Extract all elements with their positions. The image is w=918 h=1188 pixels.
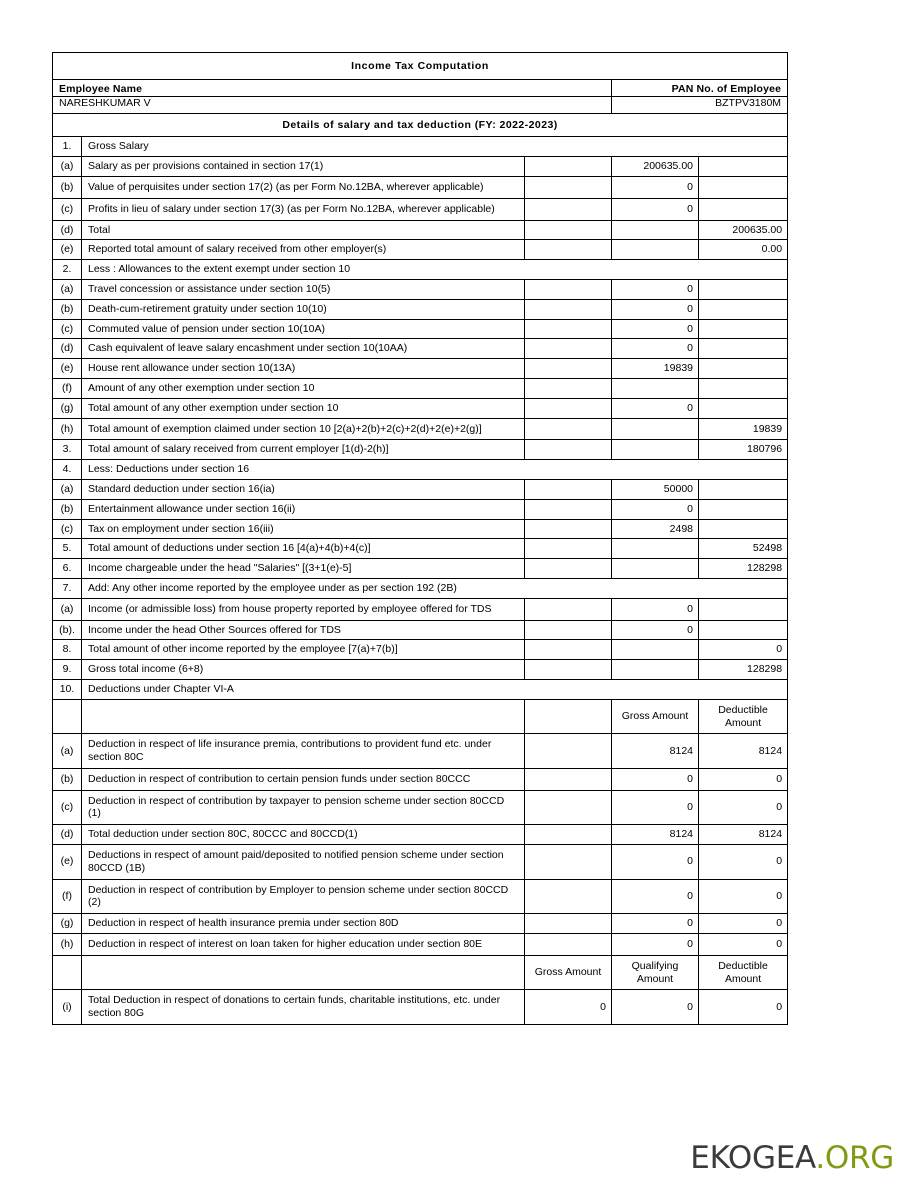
row-label: (a) [53, 479, 82, 499]
row-description: Salary as per provisions contained in section 17(1) [82, 157, 525, 177]
table-row [53, 640, 788, 660]
table-row [53, 220, 788, 240]
row-label: (b) [53, 768, 82, 790]
table-row [53, 519, 788, 539]
row-col2: 0 [612, 934, 699, 956]
row-col1 [525, 279, 612, 299]
row-col1 [525, 559, 612, 579]
spacer-label-cell-2 [53, 955, 82, 990]
row-col3: 0 [699, 934, 788, 956]
table-row [53, 157, 788, 177]
row-col2: 0 [612, 339, 699, 359]
row-label: (g) [53, 398, 82, 418]
table-row [53, 398, 788, 418]
table-row [53, 260, 788, 280]
row-description: Less: Deductions under section 16 [82, 460, 788, 480]
table-row [53, 598, 788, 620]
table-row [53, 825, 788, 845]
row-col2: 0 [612, 279, 699, 299]
row-col1 [525, 640, 612, 660]
page-subtitle: Details of salary and tax deduction (FY: 2022-2023) [53, 113, 788, 137]
row-col2: 50000 [612, 479, 699, 499]
row-col3 [699, 279, 788, 299]
row-label: (e) [53, 359, 82, 379]
row-description: Value of perquisites under section 17(2) (as per Form No.12BA, wherever applicable) [82, 176, 525, 198]
chapter-via-rows-body [53, 734, 788, 956]
row-col3: 52498 [699, 539, 788, 559]
employee-name-label: Employee Name [53, 80, 612, 97]
row-col1 [525, 176, 612, 198]
row-col1 [525, 499, 612, 519]
row-label: (c) [53, 198, 82, 220]
row-description: Total deduction under section 80C, 80CCC and 80CCD(1) [82, 825, 525, 845]
watermark-primary: EKOGEA [690, 1140, 816, 1176]
row-col1 [525, 845, 612, 880]
row-description: Deduction in respect of interest on loan taken for higher education under section 80E [82, 934, 525, 956]
income-tax-computation-table [52, 52, 788, 1025]
row-description: Deduction in respect of contribution by taxpayer to pension scheme under section 80CCD (1) [82, 790, 525, 825]
row-description: Tax on employment under section 16(iii) [82, 519, 525, 539]
row-description: Less : Allowances to the extent exempt under section 10 [82, 260, 788, 280]
spacer-desc-cell-2 [82, 955, 525, 990]
row-label: (c) [53, 319, 82, 339]
row-col3 [699, 339, 788, 359]
row-label: (d) [53, 825, 82, 845]
table-row [53, 319, 788, 339]
row-col1 [525, 398, 612, 418]
table-row [53, 539, 788, 559]
row-label: (h) [53, 934, 82, 956]
table-row [53, 460, 788, 480]
row-label: 7. [53, 578, 82, 598]
table-row [53, 934, 788, 956]
row-col2 [612, 640, 699, 660]
row-col3 [699, 398, 788, 418]
row-gross-amount: 0 [525, 990, 612, 1025]
row-label: 8. [53, 640, 82, 660]
row-col3: 19839 [699, 418, 788, 440]
row-col2: 8124 [612, 734, 699, 769]
row-col3: 128298 [699, 559, 788, 579]
row-description: Deduction in respect of contribution by Employer to pension scheme under section 80CCD (2) [82, 879, 525, 914]
row-col2 [612, 440, 699, 460]
row-label: 6. [53, 559, 82, 579]
row-col1 [525, 598, 612, 620]
table-row [53, 240, 788, 260]
row-col3: 200635.00 [699, 220, 788, 240]
row-col2 [612, 418, 699, 440]
row-description: Income under the head Other Sources offered for TDS [82, 620, 525, 640]
row-col3: 0 [699, 914, 788, 934]
row-label: 4. [53, 460, 82, 480]
table-row [53, 499, 788, 519]
spacer-label-cell [53, 699, 82, 734]
row-label: (b) [53, 176, 82, 198]
row-deductible-amount: 0 [699, 990, 788, 1025]
row-col3 [699, 319, 788, 339]
employee-header-row [53, 80, 788, 97]
row-description: Deduction in respect of health insurance premia under section 80D [82, 914, 525, 934]
document-subtitle-row [53, 113, 788, 137]
row-col2 [612, 539, 699, 559]
row-col2: 200635.00 [612, 157, 699, 177]
row-col3: 0 [699, 640, 788, 660]
row-label: (c) [53, 790, 82, 825]
row-label: (i) [53, 990, 82, 1025]
table-row [53, 660, 788, 680]
row-description: Deduction in respect of life insurance premia, contributions to provident fund etc. under section 80C [82, 734, 525, 769]
row-description: Reported total amount of salary received from other employer(s) [82, 240, 525, 260]
row-col1 [525, 914, 612, 934]
pan-value: BZTPV3180M [612, 96, 788, 113]
row-description: Gross Salary [82, 137, 788, 157]
row-col1 [525, 660, 612, 680]
donation-column-header-row [53, 955, 788, 990]
table-row [53, 559, 788, 579]
row-col3: 0 [699, 768, 788, 790]
row-label: 3. [53, 440, 82, 460]
row-description: Income chargeable under the head "Salaries" [(3+1(e)-5] [82, 559, 525, 579]
row-label: 5. [53, 539, 82, 559]
row-col3 [699, 198, 788, 220]
row-col1 [525, 825, 612, 845]
row-col2 [612, 660, 699, 680]
table-row [53, 176, 788, 198]
table-row [53, 137, 788, 157]
donation-header-body [53, 955, 788, 1024]
table-row [53, 299, 788, 319]
row-col2 [612, 220, 699, 240]
table-row [53, 679, 788, 699]
employee-name-value: NARESHKUMAR V [53, 96, 612, 113]
row-label: 10. [53, 679, 82, 699]
row-description: Deduction in respect of contribution to certain pension funds under section 80CCC [82, 768, 525, 790]
row-col2 [612, 559, 699, 579]
row-col1 [525, 220, 612, 240]
row-col1 [525, 339, 612, 359]
table-row [53, 990, 788, 1025]
row-description: Standard deduction under section 16(ia) [82, 479, 525, 499]
row-description: Total Deduction in respect of donations to certain funds, charitable institutions, etc. under section 80G [82, 990, 525, 1025]
row-description: Amount of any other exemption under section 10 [82, 378, 525, 398]
chapter-via-header-body [53, 699, 788, 734]
row-description: Deductions under Chapter VI-A [82, 679, 788, 699]
row-col1 [525, 879, 612, 914]
row-col3 [699, 598, 788, 620]
row-col1 [525, 359, 612, 379]
row-col2: 0 [612, 845, 699, 880]
row-col3 [699, 157, 788, 177]
row-col3 [699, 519, 788, 539]
row-col3 [699, 499, 788, 519]
row-col3: 180796 [699, 440, 788, 460]
row-label: (a) [53, 734, 82, 769]
row-col1 [525, 440, 612, 460]
row-label: (b) [53, 299, 82, 319]
row-col2: 0 [612, 790, 699, 825]
row-description: Commuted value of pension under section 10(10A) [82, 319, 525, 339]
table-row [53, 790, 788, 825]
row-label: (e) [53, 240, 82, 260]
row-col2: 0 [612, 319, 699, 339]
row-description: Income (or admissible loss) from house property reported by employee offered for TDS [82, 598, 525, 620]
income-tax-computation-sheet [52, 52, 787, 1025]
row-col2: 0 [612, 398, 699, 418]
row-col3: 0 [699, 879, 788, 914]
row-qualifying-amount: 0 [612, 990, 699, 1025]
table-row [53, 578, 788, 598]
qualifying-amount-header: Qualifying Amount [612, 955, 699, 990]
row-description: Cash equivalent of leave salary encashment under section 10(10AA) [82, 339, 525, 359]
row-col1 [525, 768, 612, 790]
row-col1 [525, 299, 612, 319]
row-description: Travel concession or assistance under section 10(5) [82, 279, 525, 299]
row-description: Total [82, 220, 525, 240]
row-col1 [525, 934, 612, 956]
row-col3 [699, 176, 788, 198]
row-col1 [525, 734, 612, 769]
row-label: 9. [53, 660, 82, 680]
row-description: Profits in lieu of salary under section 17(3) (as per Form No.12BA, wherever applicable) [82, 198, 525, 220]
row-col1 [525, 620, 612, 640]
row-label: (f) [53, 879, 82, 914]
table-row [53, 279, 788, 299]
row-description: Gross total income (6+8) [82, 660, 525, 680]
row-col2 [612, 378, 699, 398]
row-col2: 0 [612, 879, 699, 914]
row-label: (h) [53, 418, 82, 440]
row-col2: 8124 [612, 825, 699, 845]
row-label: (e) [53, 845, 82, 880]
table-row [53, 359, 788, 379]
row-col1 [525, 198, 612, 220]
row-col1 [525, 790, 612, 825]
row-label: (a) [53, 157, 82, 177]
row-label: 1. [53, 137, 82, 157]
row-description: Total amount of any other exemption under section 10 [82, 398, 525, 418]
row-col3: 0 [699, 845, 788, 880]
row-col2: 0 [612, 176, 699, 198]
row-col2: 0 [612, 620, 699, 640]
row-col2 [612, 240, 699, 260]
row-col1 [525, 418, 612, 440]
spacer-col1-cell [525, 699, 612, 734]
chapter-via-column-header-row [53, 699, 788, 734]
row-col3 [699, 359, 788, 379]
row-label: (g) [53, 914, 82, 934]
row-col2: 0 [612, 914, 699, 934]
row-description: Add: Any other income reported by the employee under as per section 192 (2B) [82, 578, 788, 598]
row-col1 [525, 519, 612, 539]
table-row [53, 620, 788, 640]
table-row [53, 378, 788, 398]
row-col3 [699, 299, 788, 319]
row-col1 [525, 319, 612, 339]
table-row [53, 845, 788, 880]
spacer-desc-cell [82, 699, 525, 734]
gross-amount-header: Gross Amount [612, 699, 699, 734]
table-row [53, 734, 788, 769]
row-label: (d) [53, 220, 82, 240]
table-row [53, 339, 788, 359]
row-label: (f) [53, 378, 82, 398]
document-title-row [53, 53, 788, 80]
row-col3 [699, 620, 788, 640]
row-label: (a) [53, 598, 82, 620]
row-label: 2. [53, 260, 82, 280]
row-col2: 0 [612, 299, 699, 319]
pan-label: PAN No. of Employee [612, 80, 788, 97]
row-label: (a) [53, 279, 82, 299]
row-description: Total amount of deductions under section 16 [4(a)+4(b)+4(c)] [82, 539, 525, 559]
row-col1 [525, 378, 612, 398]
table-row [53, 879, 788, 914]
row-label: (d) [53, 339, 82, 359]
row-col2: 0 [612, 499, 699, 519]
row-col1 [525, 157, 612, 177]
page-title: Income Tax Computation [53, 53, 788, 80]
watermark-secondary: .ORG [815, 1140, 894, 1176]
row-col3: 8124 [699, 734, 788, 769]
table-row [53, 914, 788, 934]
row-description: Entertainment allowance under section 16(ii) [82, 499, 525, 519]
main-rows-body [53, 137, 788, 699]
row-col3 [699, 479, 788, 499]
row-col3: 0.00 [699, 240, 788, 260]
row-col1 [525, 539, 612, 559]
watermark [690, 1140, 894, 1176]
row-col2: 19839 [612, 359, 699, 379]
row-col3: 128298 [699, 660, 788, 680]
row-description: Deductions in respect of amount paid/deposited to notified pension scheme under section 80CCD (1B) [82, 845, 525, 880]
row-description: Total amount of salary received from current employer [1(d)-2(h)] [82, 440, 525, 460]
row-col2: 0 [612, 598, 699, 620]
row-description: Total amount of other income reported by the employee [7(a)+7(b)] [82, 640, 525, 660]
table-row [53, 418, 788, 440]
row-label: (b) [53, 499, 82, 519]
table-row [53, 440, 788, 460]
table-row [53, 768, 788, 790]
row-col2: 0 [612, 198, 699, 220]
row-col1 [525, 240, 612, 260]
table-row [53, 198, 788, 220]
row-description: Death-cum-retirement gratuity under section 10(10) [82, 299, 525, 319]
row-label: (c) [53, 519, 82, 539]
employee-value-row [53, 96, 788, 113]
row-description: Total amount of exemption claimed under section 10 [2(a)+2(b)+2(c)+2(d)+2(e)+2(g)] [82, 418, 525, 440]
row-col2: 0 [612, 768, 699, 790]
gross-amount-header-2: Gross Amount [525, 955, 612, 990]
table-row [53, 479, 788, 499]
deductible-amount-header-2: Deductible Amount [699, 955, 788, 990]
row-label: (b). [53, 620, 82, 640]
row-col3 [699, 378, 788, 398]
row-description: House rent allowance under section 10(13A) [82, 359, 525, 379]
row-col3: 8124 [699, 825, 788, 845]
row-col3: 0 [699, 790, 788, 825]
row-col2: 2498 [612, 519, 699, 539]
deductible-amount-header: Deductible Amount [699, 699, 788, 734]
row-col1 [525, 479, 612, 499]
